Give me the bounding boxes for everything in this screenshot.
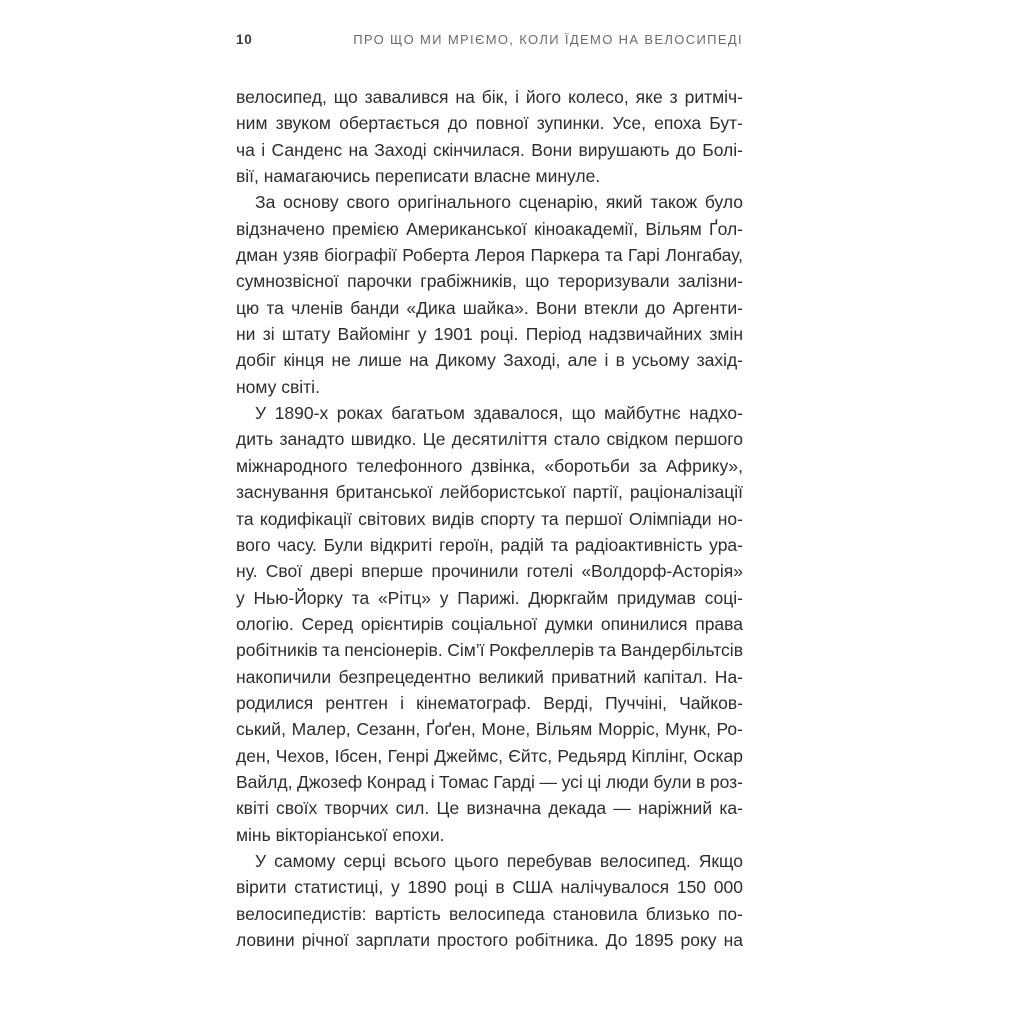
text-line: сумнозвісної парочки грабіжників, що тероризували залізни- xyxy=(236,271,743,292)
text-line: ни зі штату Вайомінг у 1901 році. Період надзвичайних змін xyxy=(236,324,743,345)
text-line: квіті своїх творчих сил. Це визначна декада — наріжний ка- xyxy=(236,798,743,819)
text-line: добіг кінця не лише на Дикому Заході, але і в усьому захід- xyxy=(236,350,743,371)
text-line: накопичили безпрецедентно великий приватний капітал. На- xyxy=(236,666,743,687)
text-line: У 1890-х роках багатьом здавалося, що майбутнє надхо- xyxy=(255,403,743,424)
text-line: робітників та пенсіонерів. Сім’ї Рокфеллерів та Вандербільтсів xyxy=(236,640,743,661)
text-line: ден, Чехов, Ібсен, Генрі Джеймс, Єйтс, Редьярд Кіплінг, Оскар xyxy=(236,745,743,766)
text-line: Вайлд, Джозеф Конрад і Томас Гарді — усі ці люди були в роз- xyxy=(236,771,743,792)
page-header xyxy=(236,32,743,47)
text-line: мінь вікторіанської епохи. xyxy=(236,824,445,845)
text-line: родилися рентген і кінематограф. Верді, Пуччіні, Чайков- xyxy=(236,692,743,713)
text-line: ловини річної зарплати простого робітника. До 1895 року на xyxy=(236,930,743,950)
text-line: міжнародного телефонного дзвінка, «боротьби за Африку», xyxy=(236,455,743,476)
text-line: вії, намагаючись переписати власне минуле. xyxy=(236,166,601,187)
text-line: ча і Санденс на Заході скінчилася. Вони вирушають до Болі- xyxy=(236,139,743,160)
text-line: вірити статистиці, у 1890 році в США налічувалося 150 000 xyxy=(236,877,743,898)
text-line: велосипед, що завалився на бік, і його колесо, яке з ритміч- xyxy=(236,87,743,107)
text-line: ному світі. xyxy=(236,376,320,397)
text-line: ський, Малер, Сезанн, Ґоґен, Моне, Вільям Морріс, Мунк, Ро- xyxy=(236,719,743,740)
text-line: заснування британської лейбористської партії, раціоналізації xyxy=(236,482,743,503)
text-line: ну. Свої двері вперше прочинили готелі «Волдорф-Асторія» xyxy=(236,561,743,582)
text-line: дман узяв біографії Роберта Лероя Паркера та Гарі Лонгабау, xyxy=(236,245,743,266)
text-line: відзначено премією Американської кіноакадемії, Вільям Ґол- xyxy=(236,218,743,239)
text-line: ологію. Серед орієнтирів соціальної думки опинилися права xyxy=(236,613,743,634)
text-line: велосипедистів: вартість велосипеда становила близько по- xyxy=(236,903,743,924)
body-text xyxy=(236,84,743,953)
text-line: у Нью-Йорку та «Рітц» у Парижі. Дюркгайм придумав соці- xyxy=(236,587,743,608)
text-line: вого часу. Були відкриті героїн, радій та радіоактивність ура- xyxy=(236,534,743,555)
text-line: цю та членів банди «Дика шайка». Вони втекли до Аргенти- xyxy=(236,297,743,318)
text-line: дить занадто швидко. Це десятиліття стало свідком першого xyxy=(236,429,743,450)
page-number: 10 xyxy=(236,32,253,47)
text-line: У самому серці всього цього перебував велосипед. Якщо xyxy=(255,850,743,871)
text-line: ним звуком обертається до повної зупинки. Усе, епоха Бут- xyxy=(236,113,743,134)
running-head: ПРО ЩО МИ МРІЄМО, КОЛИ ЇДЕМО НА ВЕЛОСИПЕДІ xyxy=(353,32,743,47)
text-line: За основу свого оригінального сценарію, який також було xyxy=(255,192,743,213)
text-line: та кодифікації світових видів спорту та першої Олімпіади но- xyxy=(236,508,743,529)
